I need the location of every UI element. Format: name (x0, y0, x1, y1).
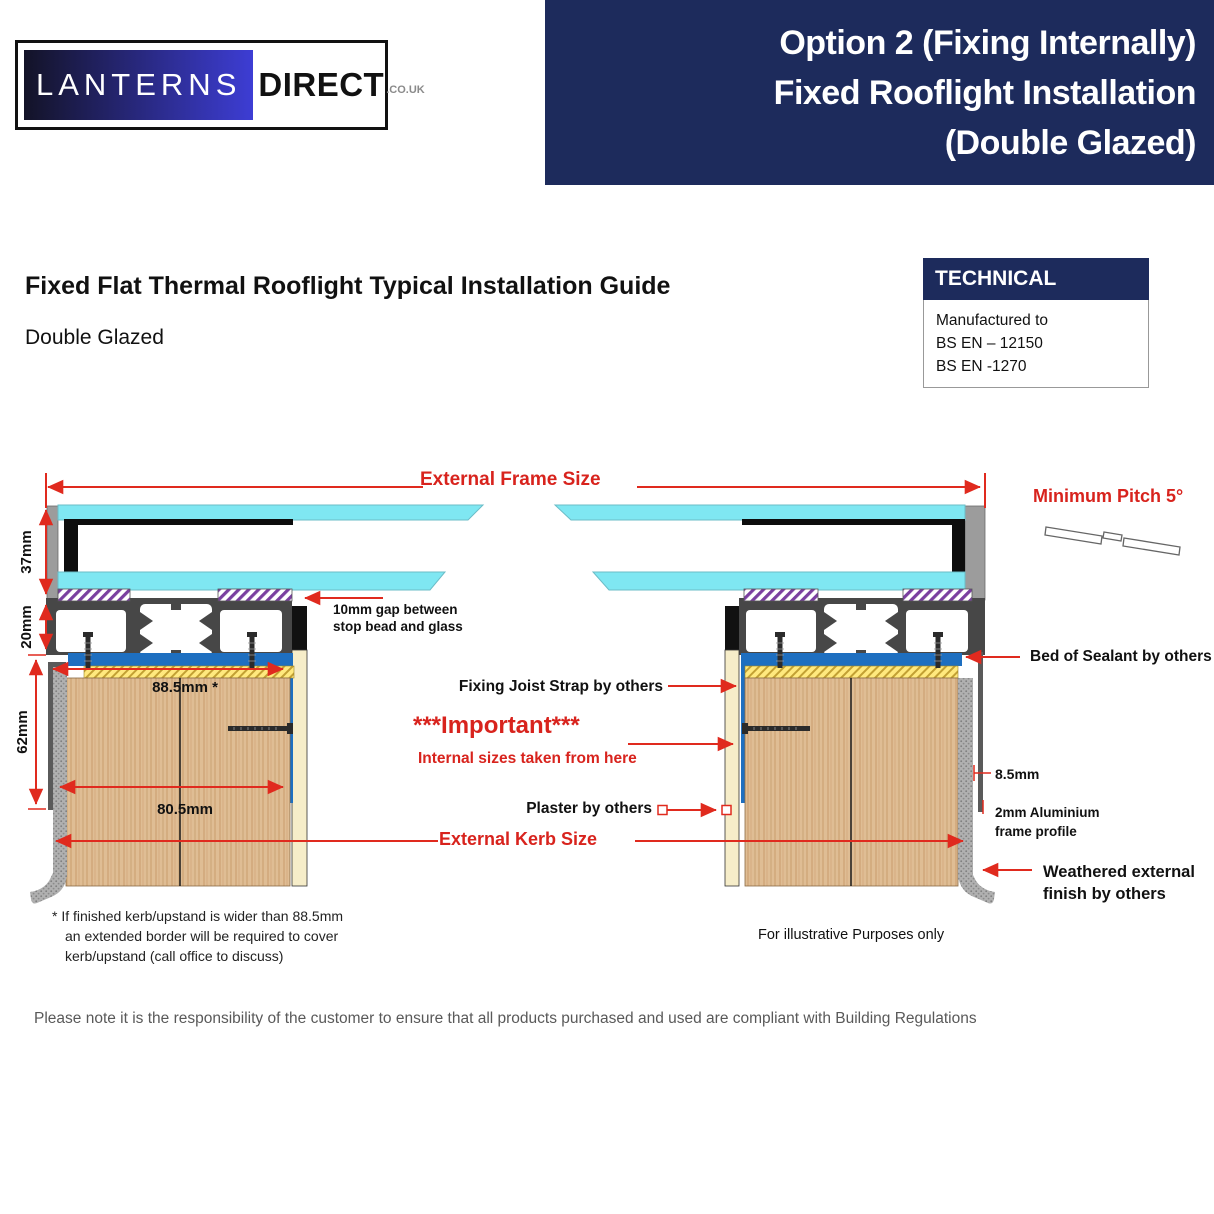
left-outer-bar (47, 506, 58, 600)
left-chamber-mid (140, 604, 212, 656)
right-inner-black (725, 606, 739, 650)
right-section (555, 505, 995, 904)
minimum-pitch-label: Minimum Pitch 5° (1033, 486, 1184, 506)
banner-line-3: (Double Glazed) (944, 123, 1196, 162)
right-chamber-mid (824, 604, 898, 656)
stop-bead-gap-line-1: 10mm gap between (333, 602, 458, 617)
left-chamber-1 (56, 610, 126, 652)
page-title: Fixed Flat Thermal Rooflight Typical Installation Guide (25, 272, 671, 300)
left-glass-spacer (64, 519, 78, 573)
external-frame-size-label: External Frame Size (420, 469, 601, 490)
right-stop-bead-1 (744, 589, 818, 601)
right-outer-bar (965, 506, 985, 600)
weathered-finish-line-1: Weathered external (1043, 863, 1195, 881)
internal-sizes-label: Internal sizes taken from here (418, 750, 637, 767)
left-kerb-wood (66, 678, 290, 886)
right-spacer-bar (742, 519, 952, 525)
left-thermal-strip (68, 653, 293, 666)
option-banner (545, 0, 1214, 185)
stop-bead-gap-line-2: stop bead and glass (333, 619, 463, 634)
logo-lanterns-text: LANTERNS (24, 50, 253, 120)
illustrative-purposes-label: For illustrative Purposes only (758, 927, 945, 943)
dim-37mm-label: 37mm (18, 530, 35, 574)
right-sealant-bed (745, 666, 958, 678)
left-weathered-flashing (53, 667, 67, 877)
right-thermal-strip (741, 653, 962, 666)
aluminium-profile-line-2: frame profile (995, 824, 1077, 839)
fixing-joist-strap-label: Fixing Joist Strap by others (458, 678, 663, 695)
footnote-line-1: * If finished kerb/upstand is wider than 88.5mm (52, 908, 344, 924)
aluminium-profile-line-1: 2mm Aluminium (995, 805, 1100, 820)
technical-box (923, 258, 1149, 388)
stop-bead-gap-label (333, 601, 463, 635)
plaster-by-others-label: Plaster by others (526, 800, 652, 817)
right-glass-spacer (952, 519, 965, 573)
logo-direct-text: DIRECT (258, 66, 385, 103)
dim-8-5mm-label: 8.5mm (995, 766, 1040, 782)
dim-80-5mm-label: 80.5mm (157, 801, 213, 818)
technical-body (923, 300, 1149, 388)
left-plasterboard (292, 650, 307, 886)
right-frame-skirt (978, 652, 983, 812)
left-top-glass-pane (58, 505, 483, 520)
left-stop-bead-1 (58, 589, 130, 601)
important-label: ***Important*** (413, 712, 580, 739)
technical-line-3: BS EN -1270 (936, 358, 1027, 375)
right-weathered-flashing (958, 678, 973, 880)
technical-header: TECHNICAL (923, 258, 1149, 300)
left-spacer-bar (78, 519, 293, 525)
technical-line-1: Manufactured to (936, 312, 1049, 329)
logo-tld-text: .CO.UK (386, 84, 425, 96)
right-top-glass-pane (555, 505, 965, 520)
banner-line-2: Fixed Rooflight Installation (773, 73, 1196, 112)
left-stop-bead-2 (218, 589, 292, 601)
left-section (30, 505, 483, 904)
left-flashing-hook (30, 873, 67, 904)
right-stop-bead-2 (903, 589, 972, 601)
dim-62mm-label: 62mm (14, 710, 31, 754)
building-regulations-disclaimer: Please note it is the responsibility of the customer to ensure that all products purchased and used are compliant with Building Regulations (34, 1010, 977, 1027)
footnote-line-3: kerb/upstand (call office to discuss) (65, 948, 284, 964)
left-bottom-glass-pane (58, 572, 445, 590)
left-inner-black (292, 606, 307, 650)
weathered-finish-line-2: finish by others (1043, 885, 1166, 903)
minimum-pitch-icon (1045, 527, 1180, 555)
aluminium-profile-label (995, 803, 1100, 841)
lanterns-direct-logo (15, 40, 425, 130)
banner-line-1: Option 2 (Fixing Internally) (779, 23, 1196, 62)
right-flashing-hook (958, 873, 995, 904)
right-bottom-glass-pane (593, 572, 965, 590)
bed-of-sealant-label: Bed of Sealant by others (1030, 648, 1212, 665)
page-subtitle: Double Glazed (25, 326, 164, 349)
left-sealant-bed (84, 666, 294, 678)
external-kerb-size-label: External Kerb Size (438, 829, 598, 849)
dim-20mm-label: 20mm (18, 605, 35, 649)
dim-88-5mm-label: 88.5mm * (152, 679, 218, 696)
footnote-line-2: an extended border will be required to cover (65, 928, 339, 944)
weathered-finish-label (1043, 861, 1195, 905)
technical-line-2: BS EN – 12150 (936, 335, 1043, 352)
